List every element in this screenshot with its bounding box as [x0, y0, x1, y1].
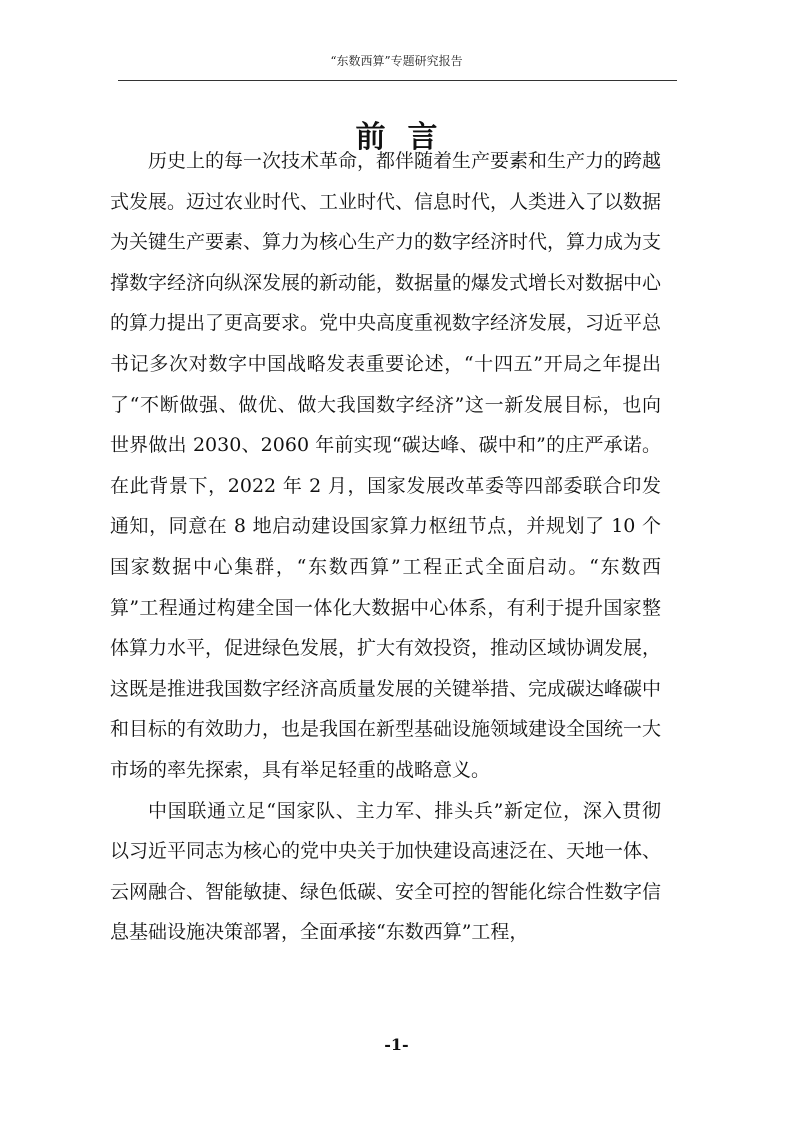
paragraph-1: 历史上的每一次技术革命，都伴随着生产要素和生产力的跨越式发展。迈过农业时代、工业时代、信息时代，人类进入了以数据为关键生产要素、算力为核心生产力的数字经济时代，算力成为支撑数字经济向纵深发展的新动能，数据量的爆发式增长对数据中心的算力提出了更高要求。党中央高度重视数字经济发展，习近平总书记多次对数字中国战略发表重要论述，“十四五”开局之年提出了“不断做强、做优、做大我国数字经济”这一新发展目标，也向世界做出 2030、2060 年前实现“碳达峰、碳中和”的庄严承诺。在此背景下，2022 年 2 月，国家发展改革委等四部委联合印发通知，同意在 8 地启动建设国家算力枢纽节点，并规划了 10 个国家数据中心集群，“东数西算”工程正式全面启动。“东数西算”工程通过构建全国一体化大数据中心体系，有利于提升国家整体算力水平，促进绿色发展，扩大有效投资，推动区域协调发展，这既是推进我国数字经济高质量发展的关键举措、完成碳达峰碳中和目标的有效助力，也是我国在新型基础设施领域建设全国统一大市场的率先探索，具有举足轻重的战略意义。	[110, 150, 662, 781]
page-number: -1-	[384, 1035, 409, 1054]
header-divider	[118, 80, 677, 81]
running-header: “东数西算”专题研究报告	[330, 54, 463, 68]
document-body	[110, 141, 661, 953]
page-title: 前言	[355, 120, 460, 156]
paragraph-2: 中国联通立足“国家队、主力军、排头兵”新定位，深入贯彻以习近平同志为核心的党中央关于加快建设高速泛在、天地一体、云网融合、智能敏捷、绿色低碳、安全可控的智能化综合性数字信息基础设施决策部署，全面承接“东数西算”工程，	[110, 799, 662, 944]
